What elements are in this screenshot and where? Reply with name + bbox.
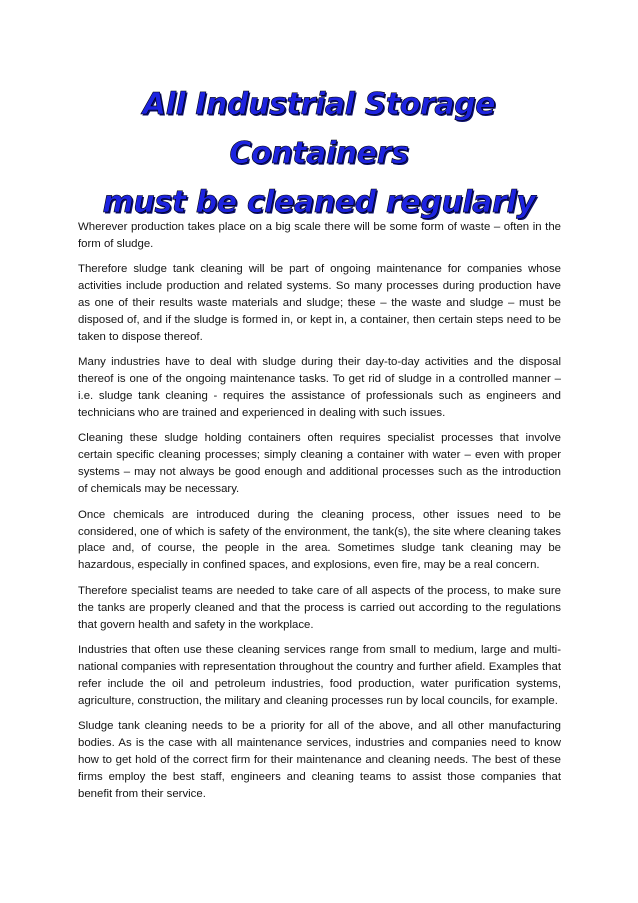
page-title-line-2: must be cleaned regularly — [102, 185, 536, 220]
paragraph-3: Many industries have to deal with sludge during their day-to-day activities and the disposal thereof is one of the ongoing maintenance tasks. To get rid of sludge in a controlled manner – i.e. sludge tank cleaning - requires the assistance of professionals such as engineers and technicians who are trained and experienced in dealing with such issues. — [78, 356, 561, 420]
page-title — [50, 80, 588, 227]
paragraph-7: Industries that often use these cleaning services range from small to medium, large and multi-national companies with representation throughout the country and further afield. Examples that refer include the oil and petroleum industries, food production, water purification systems, agriculture, construction, the military and cleaning processes run by local councils, for example. — [78, 643, 561, 707]
paragraph-1: Wherever production takes place on a big scale there will be some form of waste – often in the form of sludge. — [78, 221, 561, 250]
paragraph-4: Cleaning these sludge holding containers often requires specialist processes that involve certain specific cleaning processes; simply cleaning a container with water – even with proper systems – may not always be good enough and additional processes such as the introduction of chemicals may be necessary. — [78, 432, 561, 496]
paragraph-2: Therefore sludge tank cleaning will be part of ongoing maintenance for companies whose activities include production and related systems. So many processes during production have as one of their results waste materials and sludge; these – the waste and sludge – must be disposed of, and if the sludge is formed in, or kept in, a container, then certain steps need to be taken to dispose thereof. — [78, 263, 561, 343]
paragraph-6: Therefore specialist teams are needed to take care of all aspects of the process, to make sure the tanks are properly cleaned and that the process is carried out according to the regulations that govern health and safety in the workplace. — [78, 584, 561, 631]
page-title-line-1: All Industrial Storage Containers — [142, 87, 496, 171]
paragraph-8: Sludge tank cleaning needs to be a priority for all of the above, and all other manufacturing bodies. As is the case with all maintenance services, industries and companies need to know how to get hold of the correct firm for their maintenance and cleaning needs. The best of these firms employ the best staff, engineers and cleaning teams to assist those companies that benefit from their service. — [78, 720, 561, 800]
document-body — [78, 219, 561, 811]
paragraph-5: Once chemicals are introduced during the cleaning process, other issues need to be considered, one of which is safety of the environment, the tank(s), the site where cleaning takes place and, of course, the people in the area. Sometimes sludge tank cleaning may be hazardous, especially in confined spaces, and explosions, even fire, may be a real concern. — [78, 508, 561, 572]
